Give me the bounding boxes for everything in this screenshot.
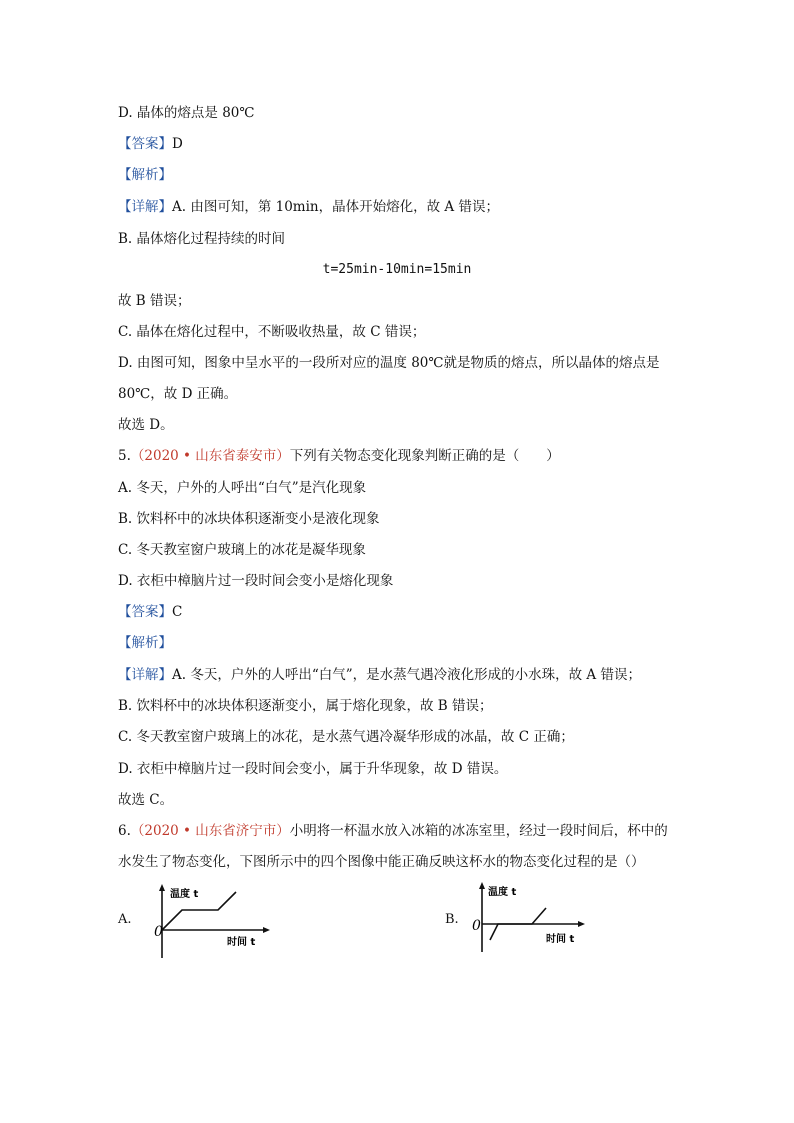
q5-option-b: B. 饮料杯中的冰块体积逐渐变小是液化现象 <box>118 511 380 527</box>
y-axis-arrow <box>479 882 485 889</box>
origin-label: 0 <box>472 918 481 934</box>
detail-b-line: B. 晶体熔化过程持续的时间 <box>118 231 286 247</box>
detail-tag: 【详解】 <box>118 199 172 215</box>
graph-b-label: B. <box>445 912 459 927</box>
answer-tag: 【答案】 <box>118 604 172 620</box>
y-axis-label: 温度 t <box>488 887 517 898</box>
answer-value: C <box>172 604 183 620</box>
question-source: （2020 • 山东省济宁市） <box>130 823 290 839</box>
question-text: 下列有关物态变化现象判断正确的是（ ） <box>289 448 560 464</box>
y-axis-label: 温度 t <box>170 889 199 900</box>
explanation-tag-1: 【解析】 <box>118 167 172 183</box>
detail-text: A. 冬天，户外的人呼出“白气”，是水蒸气遇冷液化形成的小水珠，故 A 错误； <box>172 667 641 683</box>
graph-a-label: A. <box>118 912 132 927</box>
answer-2 <box>118 603 182 621</box>
question-6 <box>118 822 668 840</box>
selection-1: 故选 D。 <box>118 417 174 433</box>
detail-d-line: D. 由图可知，图象中呈水平的一段所对应的温度 80℃就是物质的熔点，所以晶体的熔点是 <box>118 355 660 371</box>
y-axis-arrow <box>159 884 165 891</box>
question-6-line-2: 水发生了物态变化，下图所示中的四个图像中能正确反映这杯水的物态变化过程的是（） <box>118 854 645 870</box>
formula: t=25min-10min=15min <box>322 262 472 277</box>
selection-2: 故选 C。 <box>118 792 174 808</box>
question-text: 小明将一杯温水放入冰箱的冰冻室里，经过一段时间后，杯中的 <box>289 823 668 839</box>
question-number: 5. <box>118 448 131 464</box>
answer-value: D <box>172 136 183 152</box>
detail-2-d: D. 衣柜中樟脑片过一段时间会变小，属于升华现象，故 D 错误。 <box>118 761 508 777</box>
question-number: 6. <box>118 823 131 839</box>
x-axis-arrow <box>263 927 270 933</box>
detail-d-line-2: 80℃，故 D 正确。 <box>118 386 238 402</box>
q5-option-a: A. 冬天，户外的人呼出“白气”是汽化现象 <box>118 480 367 496</box>
graph-a <box>140 880 280 960</box>
question-source: （2020 • 山东省泰安市） <box>130 448 290 464</box>
graph-b <box>462 878 602 958</box>
origin-label: 0 <box>154 924 163 940</box>
option-d-line: D. 晶体的熔点是 80℃ <box>118 105 255 121</box>
question-5 <box>118 447 560 465</box>
explanation-tag-2: 【解析】 <box>118 635 172 651</box>
x-axis-label: 时间 t <box>546 934 575 945</box>
q5-option-c: C. 冬天教室窗户玻璃上的冰花是凝华现象 <box>118 542 366 558</box>
q5-option-d: D. 衣柜中樟脑片过一段时间会变小是熔化现象 <box>118 573 394 589</box>
detail-2-b: B. 饮料杯中的冰块体积逐渐变小，属于熔化现象，故 B 错误； <box>118 698 493 714</box>
detail-1 <box>118 198 499 216</box>
x-axis-label: 时间 t <box>227 937 256 948</box>
answer-1 <box>118 135 183 153</box>
detail-2 <box>118 666 641 684</box>
answer-tag: 【答案】 <box>118 136 172 152</box>
x-axis-arrow <box>578 921 585 927</box>
detail-c-line: C. 晶体在熔化过程中，不断吸收热量，故 C 错误； <box>118 324 426 340</box>
detail-text: A. 由图可知，第 10min，晶体开始熔化，故 A 错误； <box>172 199 499 215</box>
detail-b-end: 故 B 错误； <box>118 293 191 309</box>
detail-2-c: C. 冬天教室窗户玻璃上的冰花，是水蒸气遇冷凝华形成的冰晶，故 C 正确； <box>118 729 574 745</box>
detail-tag: 【详解】 <box>118 667 172 683</box>
